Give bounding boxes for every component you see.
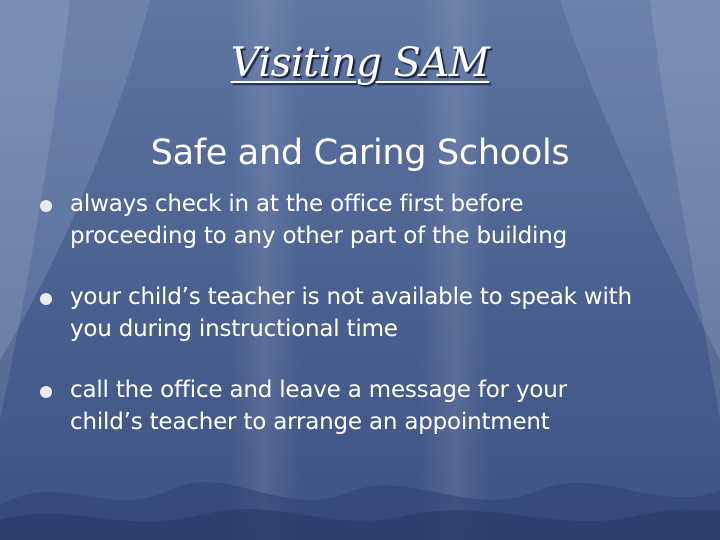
bullet-line: your child’s teacher is not available to speak with xyxy=(70,284,632,310)
bullet-line: child’s teacher to arrange an appointment xyxy=(70,409,550,435)
bullet-line: you during instructional time xyxy=(70,316,398,342)
bullet-line: call the office and leave a message for your xyxy=(70,377,567,403)
bullet-line: proceeding to any other part of the building xyxy=(70,223,567,249)
bullet-dot-icon xyxy=(40,200,52,212)
bullet-text xyxy=(70,281,700,345)
bullet-dot-icon xyxy=(40,293,52,305)
slide-title-text: Visiting SAM xyxy=(230,40,490,86)
bullet-text xyxy=(70,374,700,438)
bullet-item xyxy=(40,281,700,345)
bullet-text xyxy=(70,188,700,252)
bullet-list xyxy=(40,188,700,467)
bullet-dot-icon xyxy=(40,386,52,398)
bullet-item xyxy=(40,374,700,438)
slide-subtitle-text: Safe and Caring Schools xyxy=(150,133,570,173)
slide-title xyxy=(0,40,720,86)
bullet-line: always check in at the office first before xyxy=(70,191,524,217)
bullet-item xyxy=(40,188,700,252)
slide-subtitle xyxy=(0,133,720,173)
